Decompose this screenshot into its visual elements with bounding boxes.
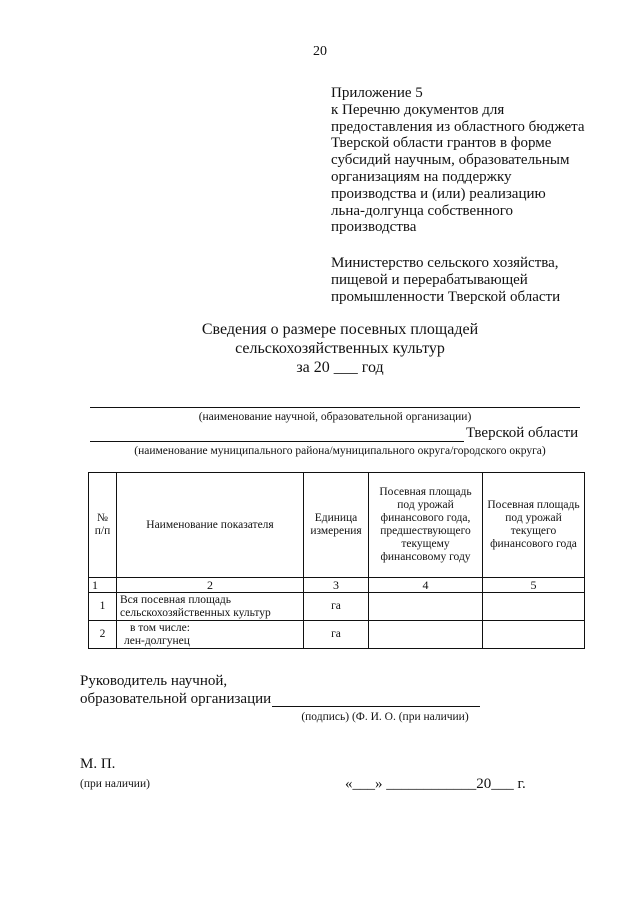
page-number: 20 [313, 44, 327, 59]
annex-line: организациям на поддержку [331, 168, 512, 185]
annex-line: Приложение 5 [331, 85, 423, 101]
row-indicator: Вся посевная площадь сельскохозяйственных культур [117, 593, 304, 621]
form-title-line: за 20 ___ год [296, 359, 384, 376]
row-prev-year-value-cell[interactable] [369, 593, 483, 621]
signature-caption: (подпись) (Ф. И. О. (при наличии) [301, 711, 469, 723]
row-current-year-value-cell[interactable] [483, 621, 585, 649]
form-title-line: сельскохозяйственных культур [235, 340, 445, 357]
ministry-line: промышленности Тверской области [331, 288, 561, 305]
org-name-caption: (наименование научной, образовательной организации) [198, 411, 472, 423]
column-number: 5 [483, 578, 585, 593]
table-header-row [89, 473, 585, 578]
annex-header [331, 85, 631, 236]
row-prev-year-value-cell[interactable] [369, 621, 483, 649]
annex-line: Тверской области грантов в форме [331, 135, 552, 152]
annex-line: предоставления из областного бюджета [331, 118, 585, 135]
column-number: 2 [117, 578, 304, 593]
row-indicator [117, 621, 304, 649]
signature-line-text: Руководитель научной, [80, 673, 228, 689]
district-caption: (наименование муниципального района/муниципального округа/городского округа) [134, 445, 546, 457]
stamp-label: М. П. [80, 756, 116, 772]
annex-line: производства [331, 219, 417, 236]
table-row [89, 593, 585, 621]
header-prev-year-area: Посевная площадь под урожай финансового года, предшествующего текущему финансовому году [369, 473, 483, 578]
row-num: 2 [89, 621, 117, 649]
column-number: 1 [89, 578, 117, 593]
row-indicator-line: в том числе: [130, 621, 190, 634]
table-row [89, 621, 585, 649]
row-indicator-line: лен-долгунец [124, 634, 190, 647]
annex-line: к Перечню документов для [331, 101, 505, 118]
row-num: 1 [89, 593, 117, 621]
row-current-year-value-cell[interactable] [483, 593, 585, 621]
column-number: 4 [369, 578, 483, 593]
form-title [90, 320, 590, 377]
annex-line: льна-долгунца собственного [331, 202, 514, 219]
ministry-addressee [331, 255, 631, 305]
annex-line: субсидий научным, образовательным [331, 152, 570, 169]
column-number: 3 [304, 578, 369, 593]
form-title-line: Сведения о размере посевных площадей [201, 321, 479, 338]
district-blank-line[interactable] [90, 441, 464, 442]
signature-line-text: образовательной организации [80, 691, 272, 707]
header-current-year-area: Посевная площадь под урожай текущего финансового года [483, 473, 585, 578]
sown-area-table [88, 472, 585, 649]
column-number-row [89, 578, 585, 593]
date-field[interactable]: «___» ____________20___ г. [345, 776, 526, 792]
district-suffix: Тверской области [466, 425, 579, 441]
header-num: № п/п [89, 473, 117, 578]
header-unit: Единица измерения [304, 473, 369, 578]
org-name-blank-line[interactable] [90, 407, 580, 408]
signature-block [80, 672, 271, 708]
stamp-note: (при наличии) [80, 778, 150, 790]
annex-line: производства и (или) реализацию [331, 185, 546, 202]
row-unit: га [304, 593, 369, 621]
ministry-line: пищевой и перерабатывающей [331, 271, 528, 288]
header-name: Наименование показателя [117, 473, 304, 578]
signature-blank-line[interactable] [272, 706, 480, 707]
row-unit: га [304, 621, 369, 649]
ministry-line: Министерство сельского хозяйства, [331, 255, 559, 271]
